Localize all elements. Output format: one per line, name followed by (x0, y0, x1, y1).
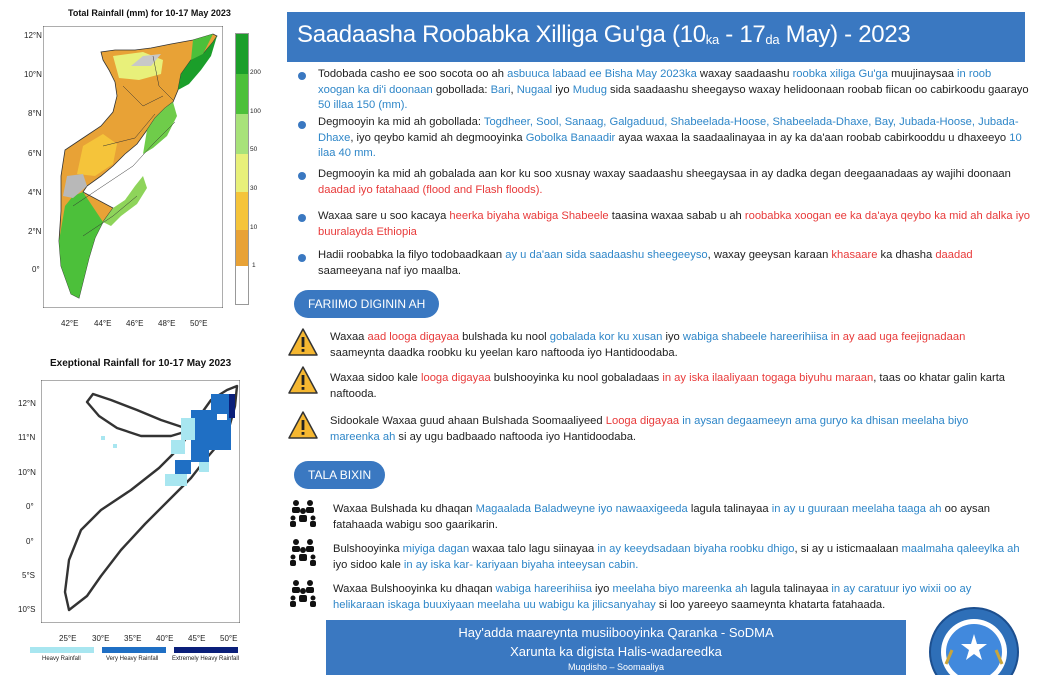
legend-swatch-heavy (30, 647, 94, 653)
total-rainfall-map (43, 26, 223, 308)
forecast-bullet-2: Degmooyin ka mid ah gobollada: Togdheer, Sool, Sanaag, Galgaduud, Shabeelada-Hoose, Shabeelada-Dhaxe, Bay, Jubada-Hoose, Jubada-Dhaxe, iyo qeybo kamid ah degmooyinka Gobolka Banaadir ayaa waxaa la saadaalinayaa in ay ka da'aan roobab cabirkooddu u dhaxeeyo 10 ilaa 40 mm. (318, 116, 1022, 159)
map1-lat-12N: 12°N (24, 31, 42, 40)
bullet-dot (298, 254, 306, 262)
map2-lon-30E: 30°E (92, 634, 110, 643)
map1-lat-10N: 10°N (24, 70, 42, 79)
map2-lat-12N: 12°N (18, 399, 36, 408)
community-icon (288, 537, 318, 567)
cb-seg-1 (236, 230, 248, 266)
map2-lon-40E: 40°E (156, 634, 174, 643)
cb-seg-10 (236, 192, 248, 230)
map1-lat-0: 0° (32, 265, 40, 274)
exceptional-rainfall-map (41, 380, 240, 623)
footer-center: Xarunta ka digista Halis-wadareedka (510, 644, 722, 659)
bullet-dot (298, 121, 306, 129)
cb-label-1: 1 (252, 262, 256, 269)
map1-lat-4N: 4°N (28, 188, 42, 197)
cb-seg-100 (236, 74, 248, 114)
cb-seg-0 (236, 266, 248, 304)
bullet-dot (298, 214, 306, 222)
map1-title: Total Rainfall (mm) for 10-17 May 2023 (68, 8, 231, 18)
cb-label-30: 30 (250, 185, 258, 192)
cb-seg-30 (236, 154, 248, 192)
map1-lat-2N: 2°N (28, 227, 42, 236)
section-warnings-label: FARIIMO DIGININ AH (294, 290, 439, 318)
advice-1: Waxaa Bulshada ku dhaqan Magaalada Baladweyne iyo nawaaxigeeda lagula talinayaa in ay u guuraan meelaha taaga ah oo aysan fatahaada wabigu soo gaarikarin. (333, 503, 991, 531)
cb-label-10: 10 (250, 224, 258, 231)
sodma-seal-logo (926, 604, 1022, 675)
warning-1: Waxaa aad looga digayaa bulshada ku nool gobalada kor ku xusan iyo wabiga shabeele hareerihiisa in ay aad uga feejignadaan saameynta daadka roobku ku yeelan karo naftooda iyo Hantidoodaba. (330, 331, 966, 359)
bullet-dot (298, 172, 306, 180)
map2-lon-25E: 25°E (59, 634, 77, 643)
map1-lon-48E: 48°E (158, 319, 176, 328)
map2-lon-45E: 45°E (188, 634, 206, 643)
bullet-dot (298, 72, 306, 80)
forecast-bullet-3: Degmooyin ka mid ah gobalada aan kor ku soo xusnay waxay saadaashu sheegaysaa in ay dadka degan deegaanadaas ay wajihi doonaan daadad iyo fatahaad (flood and Flash floods). (318, 168, 1011, 196)
map1-lon-44E: 44°E (94, 319, 112, 328)
community-icon (288, 498, 318, 528)
cb-label-100: 100 (250, 108, 261, 115)
map2-lat-0b: 0° (26, 537, 34, 546)
map2-lat-10N: 10°N (18, 468, 36, 477)
rainfall-colorbar (235, 33, 249, 305)
cb-seg-200 (236, 34, 248, 74)
map1-lat-8N: 8°N (28, 109, 42, 118)
map1-lon-50E: 50°E (190, 319, 208, 328)
warning-icon (287, 365, 319, 395)
map2-title: Exeptional Rainfall for 10-17 May 2023 (50, 358, 232, 369)
forecast-bullet-1: Todobada casho ee soo socota oo ah asbuuca labaad ee Bisha May 2023ka waxay saadaashu roobka xiliga Gu'ga muujinaysaa in roob xoogan ka di'i doonaan gobollada: Bari, Nugaal iyo Mudug sida saadaashu sheegayso waxay helidoonaan roobab fiican oo cabirkoodu gaarayo 50 illaa 150 (mm). (318, 68, 1029, 111)
map1-lon-46E: 46°E (126, 319, 144, 328)
community-icon (288, 578, 318, 608)
page-title: Saadaasha Roobabka Xilliga Gu'ga ($10_{ka} - 17_{da}$ May) - 2023 (297, 21, 911, 48)
legend-label-heavy: Heavy Rainfall (42, 656, 81, 662)
map2-lon-50E: 50°E (220, 634, 238, 643)
map1-lat-6N: 6°N (28, 149, 42, 158)
legend-swatch-very-heavy (102, 647, 166, 653)
map2-lon-35E: 35°E (124, 634, 142, 643)
map2-lat-0a: 0° (26, 502, 34, 511)
map2-lat-11N: 11°N (18, 433, 36, 442)
footer-location: Muqdisho – Soomaaliya (567, 662, 665, 672)
map2-lat-5S: 5°S (22, 571, 35, 580)
forecast-bullet-5: Hadii roobabka la filyo todobaadkaan ay u da'aan sida saadaashu sheegeeyso, waxay geeysan karaan khasaare ka dhasha daadad saameeyana naf iyo maalba. (318, 249, 973, 277)
advice-3: Waxaa Bulshooyinka ku dhaqan wabiga hareerihiisa iyo meelaha biyo mareenka ah lagula talinayaa in ay caratuur iyo wixii oo ay helikaraan iskaga buuxiyaan meelaha uu wabigu ka jilicsanyahay si loo yareeyo saameynta khatarta fatahaada. (333, 583, 972, 611)
cb-label-200: 200 (250, 69, 261, 76)
legend-label-extreme: Extremely Heavy Rainfall (172, 656, 240, 662)
legend-label-very-heavy: Very Heavy Rainfall (106, 656, 159, 662)
forecast-bullet-4: Waxaa sare u soo kacaya heerka biyaha wabiga Shabeele taasina waxaa sabab u ah roobabka xoogan ee ka da'aya qeybo ka mid ah dalka iyo buuralayda Ethiopia (318, 210, 1031, 238)
cb-label-50: 50 (250, 146, 258, 153)
warning-2: Waxaa sidoo kale looga digayaa bulshooyinka ku nool gobaladaas in ay iska ilaaliyaan togaga biyuhu maraan, taas oo khatar galin karta naftooda. (330, 372, 1006, 400)
warning-icon (287, 327, 319, 357)
footer-agency: Hay'adda maareynta musiibooyinka Qaranka - SoDMA (458, 625, 774, 640)
cb-seg-50 (236, 114, 248, 154)
warning-3: Sidookale Waxaa guud ahaan Bulshada Soomaaliyeed Looga digayaa in aysan degaameeyn ama guryo ka dhisan meelaha biyo mareenka ah si ay ugu badbaado naftooda iyo Hantidoodaba. (330, 415, 969, 443)
warning-icon (287, 410, 319, 440)
legend-swatch-extreme (174, 647, 238, 653)
map1-lon-42E: 42°E (61, 319, 79, 328)
advice-2: Bulshooyinka miyiga dagan waxaa talo lagu siinayaa in ay keeydsadaan biyaha roobku dhigo, si ay u isticmaalaan maalmaha qaleeylka ah iyo sidoo kale in ay iska kar- kariyaan biyaha inteeysan cabin. (333, 543, 1020, 571)
section-advice-label: TALA BIXIN (294, 461, 385, 489)
map2-lat-10S: 10°S (18, 605, 36, 614)
